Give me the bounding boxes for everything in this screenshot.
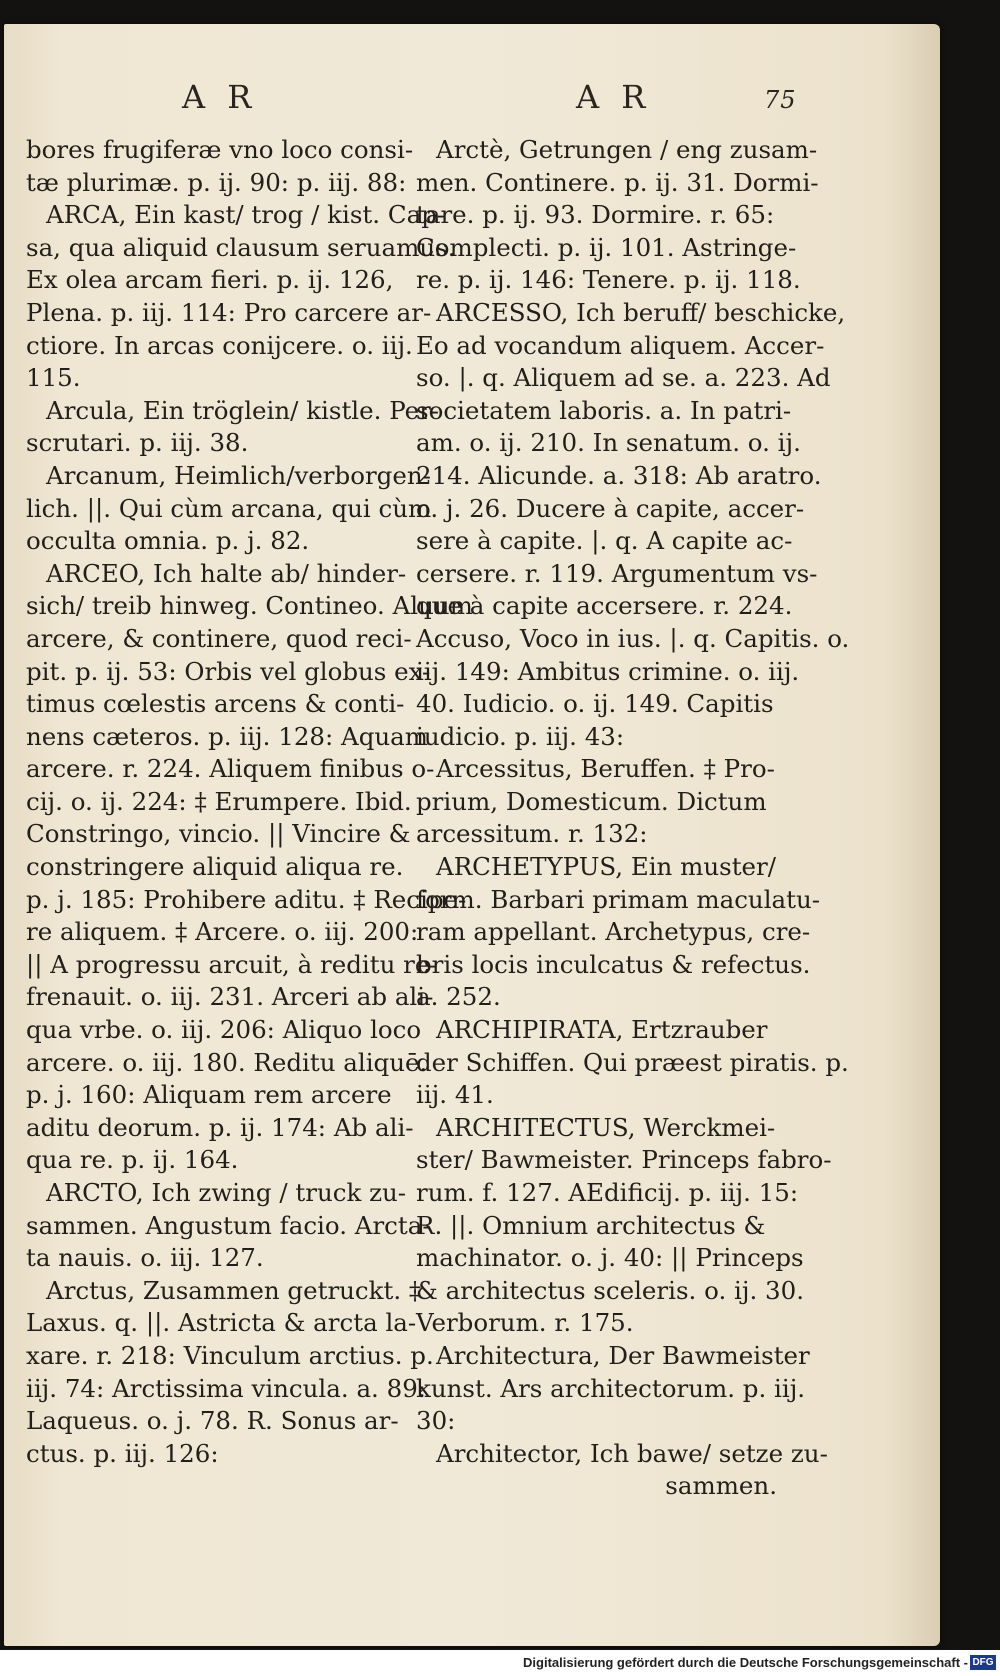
- text-line: iij. 41.: [416, 1080, 494, 1110]
- text-line: tæ plurimæ. p. ij. 90: p. iij. 88:: [26, 167, 407, 197]
- text-line: R. ||. Omnium architectus &: [416, 1210, 766, 1240]
- text-line: ARCHITECTUS, Werckmei-: [436, 1112, 776, 1142]
- text-line: Architectura, Der Bawmeister: [436, 1340, 810, 1370]
- text-line: xare. r. 218: Vinculum arctius. p.: [26, 1340, 434, 1370]
- funding-credit: Digitalisierung gefördert durch die Deutsche Forschungsgemeinschaft -: [523, 1655, 968, 1670]
- text-line: rum. f. 127. AEdificij. p. iij. 15:: [416, 1178, 799, 1207]
- text-line: ctiore. In arcas conijcere. o. iij.: [26, 330, 413, 360]
- text-line: bris locis inculcatus & refectus.: [416, 949, 811, 979]
- text-line: || A progressu arcuit, à reditu re-: [26, 949, 438, 979]
- text-line: so. |. q. Aliquem ad se. a. 223. Ad: [416, 363, 831, 393]
- text-line: 115.: [26, 363, 81, 393]
- text-line: ARCA, Ein kast/ trog / kist. Cap-: [46, 200, 446, 230]
- text-line: Laxus. q. ||. Astricta & arcta la-: [26, 1308, 417, 1338]
- text-line: Laqueus. o. j. 78. R. Sonus ar-: [26, 1406, 399, 1436]
- text-line: 40. Iudicio. o. ij. 149. Capitis: [416, 689, 774, 719]
- text-line: Architector, Ich bawe/ setze zu-: [436, 1438, 828, 1468]
- text-line: sammen.: [665, 1471, 777, 1501]
- text-line: Accuso, Voco in ius. |. q. Capitis. o.: [416, 623, 850, 653]
- text-line: Arcessitus, Beruffen. ‡ Pro-: [436, 754, 775, 784]
- footer-bar: [0, 1650, 1000, 1676]
- text-line: occulta omnia. p. j. 82.: [26, 526, 310, 556]
- text-line: iij. 149: Ambitus crimine. o. iij.: [416, 656, 800, 686]
- text-line: 214. Alicunde. a. 318: Ab aratro.: [416, 460, 822, 490]
- text-line: ram appellant. Archetypus, cre-: [416, 917, 811, 947]
- text-line: lich. ||. Qui cùm arcana, qui cùm: [26, 493, 432, 523]
- text-line: Arctè, Getrungen / eng zusam-: [436, 135, 818, 164]
- text-line: bores frugiferæ vno loco consi-: [26, 135, 414, 164]
- text-line: ARCTO, Ich zwing / truck zu-: [46, 1178, 407, 1207]
- text-line: sammen. Angustum facio. Arcta-: [26, 1210, 431, 1240]
- text-line: p. j. 185: Prohibere aditu. ‡ Recipe-: [26, 884, 467, 914]
- text-line: pit. p. ij. 53: Orbis vel globus ex-: [26, 656, 431, 686]
- text-line: Verborum. r. 175.: [416, 1308, 634, 1338]
- text-line: o. j. 26. Ducere à capite, accer-: [416, 493, 805, 523]
- text-line: ta nauis. o. iij. 127.: [26, 1243, 264, 1273]
- text-line: form. Barbari primam maculatu-: [416, 884, 821, 914]
- text-line: ster/ Bawmeister. Princeps fabro-: [416, 1145, 832, 1175]
- text-line: ARCHETYPUS, Ein muster/: [436, 852, 777, 882]
- text-line: societatem laboris. a. In patri-: [416, 395, 792, 425]
- text-line: nens cæteros. p. iij. 128: Aquam: [26, 721, 429, 751]
- text-line: prium, Domesticum. Dictum: [416, 786, 767, 816]
- text-line: arcere. o. iij. 180. Reditu aliquē.: [26, 1047, 428, 1077]
- text-line: re. p. ij. 146: Tenere. p. ij. 118.: [416, 265, 801, 295]
- text-line: ARCESSO, Ich beruff/ beschicke,: [436, 297, 846, 327]
- text-line: qua re. p. ij. 164.: [26, 1145, 239, 1175]
- text-line: am. o. ij. 210. In senatum. o. ij.: [416, 428, 801, 458]
- text-line: arcessitum. r. 132:: [416, 819, 648, 849]
- text-line: der Schiffen. Qui præest piratis. p.: [416, 1047, 849, 1077]
- text-line: tare. p. ij. 93. Dormire. r. 65:: [416, 200, 775, 230]
- text-line: arcere. r. 224. Aliquem finibus o-: [26, 754, 435, 784]
- text-line: 30:: [416, 1406, 456, 1436]
- text-line: Arcanum, Heimlich/verborgen-: [46, 460, 431, 490]
- right-text-column: [416, 134, 850, 1503]
- text-line: Eo ad vocandum aliquem. Accer-: [416, 330, 825, 360]
- text-line: cersere. r. 119. Argumentum vs-: [416, 558, 818, 588]
- page-number: 75: [764, 86, 797, 114]
- text-line: Ex olea arcam fieri. p. ij. 126,: [26, 265, 394, 295]
- text-line: sa, qua aliquid clausum seruamus.: [26, 232, 456, 262]
- text-line: sere à capite. |. q. A capite ac-: [416, 526, 793, 556]
- text-line: Arcula, Ein tröglein/ kistle. Per-: [46, 395, 440, 425]
- text-line: cij. o. ij. 224: ‡ Erumpere. Ibid.: [26, 786, 412, 816]
- text-line: men. Continere. p. ij. 31. Dormi-: [416, 167, 819, 197]
- text-line: a. 252.: [416, 982, 501, 1012]
- text-line: Complecti. p. ij. 101. Astringe-: [416, 232, 797, 262]
- text-line: re aliquem. ‡ Arcere. o. iij. 200:: [26, 917, 419, 947]
- running-head-left: A R: [182, 78, 258, 116]
- text-line: kunst. Ars architectorum. p. iij.: [416, 1373, 806, 1403]
- text-line: machinator. o. j. 40: || Princeps: [416, 1243, 804, 1273]
- text-line: ARCEO, Ich halte ab/ hinder-: [46, 558, 407, 588]
- text-line: sich/ treib hinweg. Contineo. Aluum: [26, 591, 473, 621]
- text-line: Arctus, Zusammen getruckt. ‡: [46, 1275, 422, 1305]
- text-line: Constringo, vincio. || Vincire &: [26, 819, 411, 849]
- text-line: p. j. 160: Aliquam rem arcere: [26, 1080, 392, 1110]
- text-line: constringere aliquid aliqua re.: [26, 852, 404, 882]
- text-line: frenauit. o. iij. 231. Arceri ab ali-: [26, 982, 434, 1012]
- text-line: qua vrbe. o. iij. 206: Aliquo loco: [26, 1015, 422, 1045]
- text-line: ctus. p. iij. 126:: [26, 1438, 219, 1468]
- text-line: iij. 74: Arctissima vincula. a. 89:: [26, 1373, 427, 1403]
- book-page: [4, 24, 940, 1646]
- text-line: que à capite accersere. r. 224.: [416, 591, 793, 621]
- text-line: scrutari. p. iij. 38.: [26, 428, 249, 458]
- text-line: & architectus sceleris. o. ij. 30.: [416, 1275, 804, 1305]
- text-line: arcere, & continere, quod reci-: [26, 623, 412, 653]
- text-line: aditu deorum. p. ij. 174: Ab ali-: [26, 1112, 414, 1142]
- dfg-logo: DFG: [970, 1655, 996, 1670]
- text-line: iudicio. p. iij. 43:: [416, 721, 625, 751]
- running-head-right: A R: [576, 78, 652, 116]
- text-line: ARCHIPIRATA, Ertzrauber: [436, 1015, 768, 1045]
- text-line: Plena. p. iij. 114: Pro carcere ar-: [26, 297, 432, 327]
- text-line: timus cœlestis arcens & conti-: [26, 689, 405, 719]
